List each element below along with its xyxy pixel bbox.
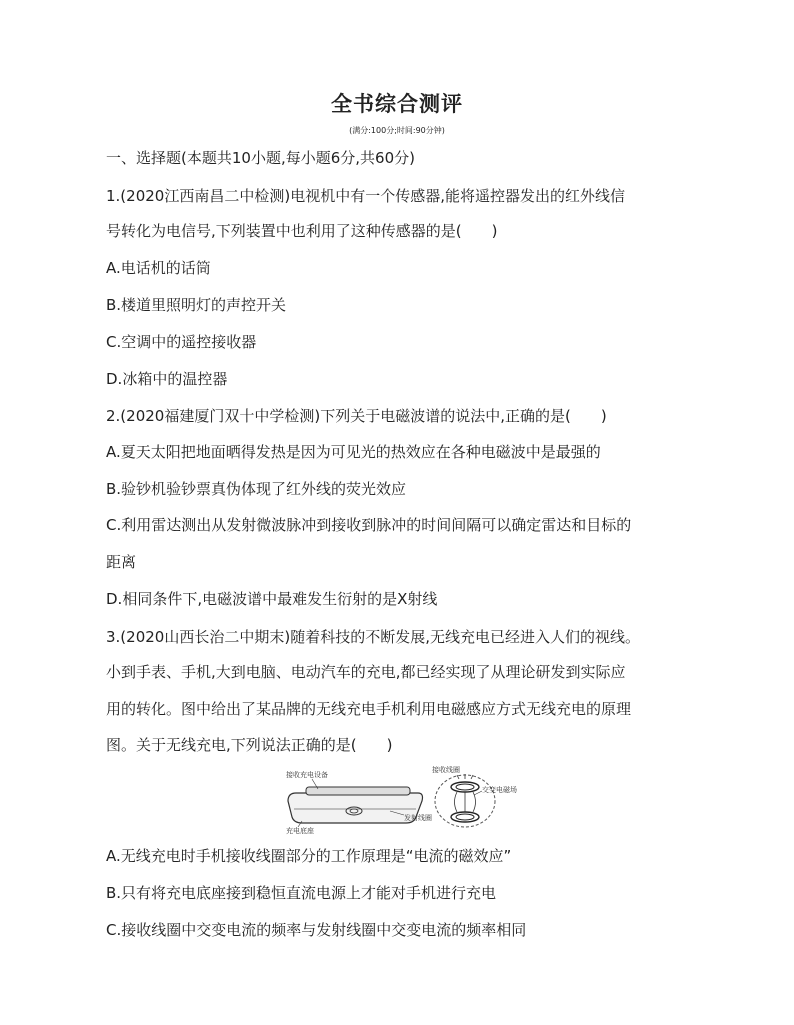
q2-option-b: B.验钞机验钞票真伪体现了红外线的荧光效应 — [106, 480, 407, 498]
phone-device-shape — [306, 787, 410, 795]
q2-option-c-line2: 距离 — [106, 553, 137, 571]
q3-stem-line3: 用的转化。图中给出了某品牌的无线充电手机利用电磁感应方式无线充电的原理 — [106, 700, 632, 718]
q2-stem: 2.(2020福建厦门双十中学检测)下列关于电磁波谱的说法中,正确的是( ) — [106, 407, 607, 425]
page-subtitle: (满分:100分;时间:90分钟) — [349, 126, 445, 135]
label-receiver-device: 接收充电设备 — [286, 771, 328, 779]
q3-option-a: A.无线充电时手机接收线圈部分的工作原理是“电流的磁效应” — [106, 847, 512, 865]
q2-option-d: D.相同条件下,电磁波谱中最难发生衍射的是X射线 — [106, 590, 438, 608]
label-field: 交变电磁场 — [482, 786, 517, 794]
q1-option-b: B.楼道里照明灯的声控开关 — [106, 296, 287, 314]
q1-stem-line2: 号转化为电信号,下列装置中也利用了这种传感器的是( ) — [106, 222, 498, 240]
label-receive-coil: 接收线圈 — [432, 766, 460, 774]
q3-option-c: C.接收线圈中交变电流的频率与发射线圈中交变电流的频率相同 — [106, 921, 527, 939]
q3-stem-line2: 小到手表、手机,大到电脑、电动汽车的充电,都已经实现了从理论研发到实际应 — [106, 663, 626, 681]
q3-stem-line4: 图。关于无线充电,下列说法正确的是( ) — [106, 736, 393, 754]
wireless-charging-diagram — [282, 765, 517, 835]
charging-base-shape — [288, 793, 423, 823]
q1-option-d: D.冰箱中的温控器 — [106, 370, 228, 388]
q1-stem-line1: 1.(2020江西南昌二中检测)电视机中有一个传感器,能将遥控器发出的红外线信 — [106, 187, 625, 205]
section-header: 一、选择题(本题共10小题,每小题6分,共60分) — [106, 149, 415, 167]
label-base: 充电底座 — [286, 827, 314, 835]
q1-option-a: A.电话机的话筒 — [106, 259, 211, 277]
q2-option-c-line1: C.利用雷达测出从发射微波脉冲到接收到脉冲的时间间隔可以确定雷达和目标的 — [106, 516, 632, 534]
label-transmit-coil: 发射线圈 — [404, 814, 432, 822]
q1-option-c: C.空调中的遥控接收器 — [106, 333, 257, 351]
page-title: 全书综合测评 — [331, 91, 463, 116]
q3-stem-line1: 3.(2020山西长治二中期末)随着科技的不断发展,无线充电已经进入人们的视线。 — [106, 628, 640, 646]
q3-option-b: B.只有将充电底座接到稳恒直流电源上才能对手机进行充电 — [106, 884, 497, 902]
q2-option-a: A.夏天太阳把地面晒得发热是因为可见光的热效应在各种电磁波中是最强的 — [106, 443, 601, 461]
